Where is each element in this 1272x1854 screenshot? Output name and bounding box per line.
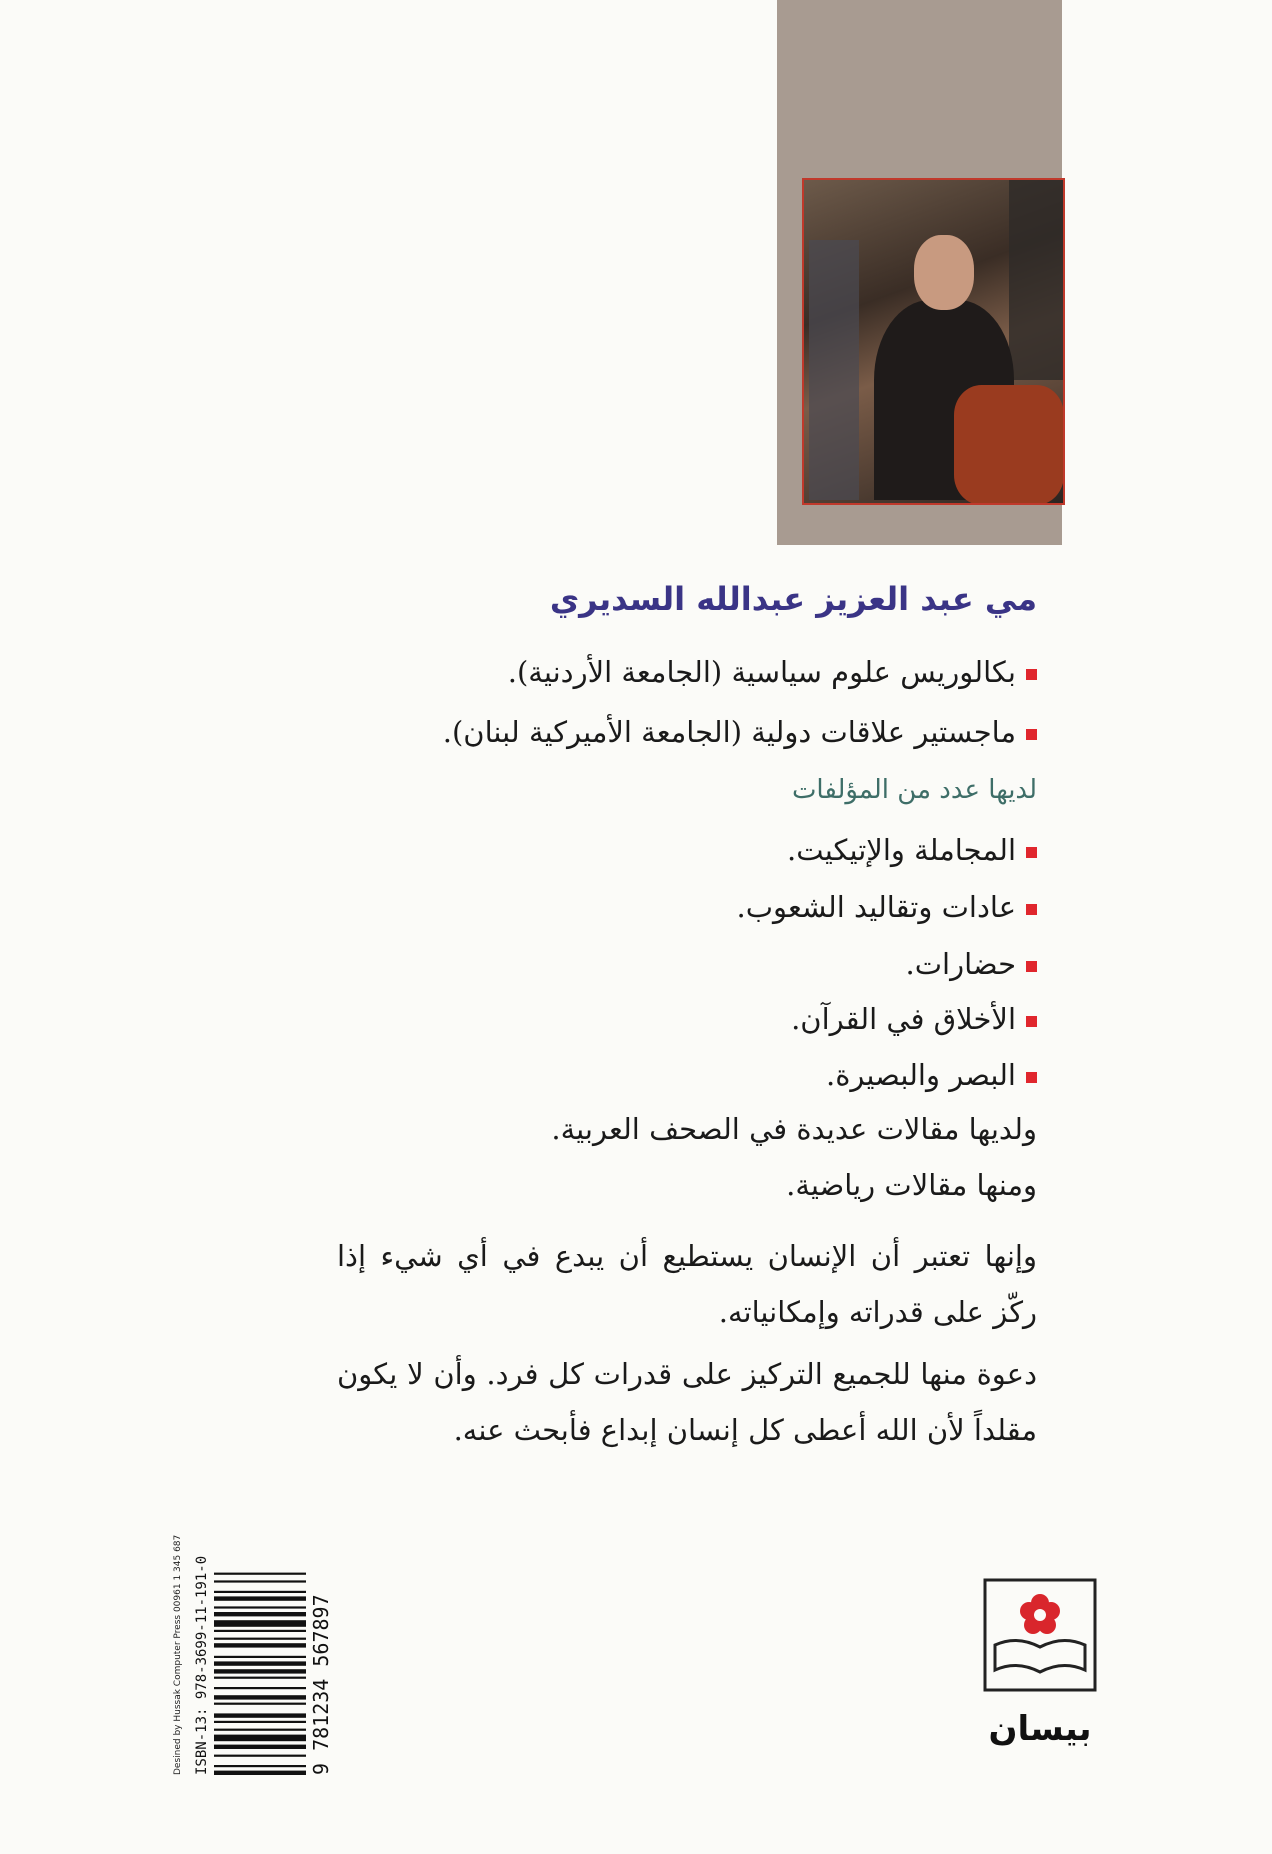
invitation-paragraph: دعوة منها للجميع التركيز على قدرات كل فرد. وأن لا يكون مقلداً لأن الله أعطى كل إنسان إبداع فأبحث عنه. xyxy=(337,1357,1037,1447)
barcode-bar xyxy=(214,1669,306,1673)
note-line: ومنها مقالات رياضية. xyxy=(786,1168,1037,1202)
education-item: بكالوريس علوم سياسية (الجامعة الأردنية). xyxy=(508,655,1037,689)
barcode-bar xyxy=(214,1735,306,1742)
barcode-digits: 9 781234 567897 xyxy=(309,1594,333,1775)
work-item: الأخلاق في القرآن. xyxy=(791,1002,1037,1036)
isbn-text: ISBN-13: 978-3699-11-191-0 xyxy=(194,1555,210,1775)
barcode-bar xyxy=(214,1591,306,1593)
publisher-name: بيسان xyxy=(988,1709,1092,1749)
bullet-icon xyxy=(1026,961,1037,972)
book-icon xyxy=(995,1640,1085,1672)
works-heading: لديها عدد من المؤلفات xyxy=(791,775,1037,805)
barcode-bar xyxy=(214,1661,306,1665)
barcode-bar xyxy=(214,1612,306,1616)
education-item: ماجستير علاقات دولية (الجامعة الأميركية لبنان). xyxy=(443,715,1037,749)
barcode-bar xyxy=(214,1771,306,1775)
barcode-bar xyxy=(214,1643,306,1647)
barcode-bar xyxy=(214,1745,306,1749)
barcode-bar xyxy=(214,1703,306,1705)
barcode-bar xyxy=(214,1755,306,1757)
barcode-bar xyxy=(214,1606,306,1608)
work-item: عادات وتقاليد الشعوب. xyxy=(737,890,1038,924)
barcode-bar xyxy=(214,1573,306,1575)
barcode-bars xyxy=(214,1573,306,1775)
barcode-bar xyxy=(214,1580,306,1582)
bullet-icon xyxy=(1026,669,1037,680)
barcode-bar xyxy=(214,1630,306,1632)
publisher-logo xyxy=(965,1575,1110,1755)
author-photo xyxy=(802,178,1065,505)
work-item: حضارات. xyxy=(906,947,1038,981)
note-line: ولديها مقالات عديدة في الصحف العربية. xyxy=(551,1112,1037,1146)
barcode xyxy=(170,1505,370,1775)
barcode-bar xyxy=(214,1765,306,1767)
barcode-bar xyxy=(214,1620,306,1627)
work-item: المجاملة والإتيكيت. xyxy=(787,833,1037,867)
barcode-bar xyxy=(214,1656,306,1658)
barcode-bar xyxy=(214,1677,306,1679)
barcode-bar xyxy=(214,1638,306,1640)
barcode-bar xyxy=(214,1729,306,1731)
barcode-bar xyxy=(214,1596,306,1600)
barcode-bar xyxy=(214,1713,306,1717)
author-photo-frame xyxy=(777,0,1062,545)
work-item: البصر والبصيرة. xyxy=(826,1058,1037,1092)
bullet-icon xyxy=(1026,729,1037,740)
flower-icon xyxy=(1020,1594,1060,1634)
bullet-icon xyxy=(1026,904,1037,915)
barcode-bar xyxy=(214,1721,306,1723)
barcode-credit: Desined by Hussak Computer Press 00961 1 345 687 xyxy=(173,1534,183,1775)
philosophy-paragraph: وإنها تعتبر أن الإنسان يستطيع أن يبدع في أي شيء إذا ركّز على قدراته وإمكانياته. xyxy=(337,1239,1037,1329)
bullet-icon xyxy=(1026,1016,1037,1027)
author-name: مي عبد العزيز عبدالله السديري xyxy=(549,580,1037,618)
barcode-bar xyxy=(214,1687,306,1689)
bullet-icon xyxy=(1026,847,1037,858)
bullet-icon xyxy=(1026,1072,1037,1083)
barcode-bar xyxy=(214,1695,306,1699)
